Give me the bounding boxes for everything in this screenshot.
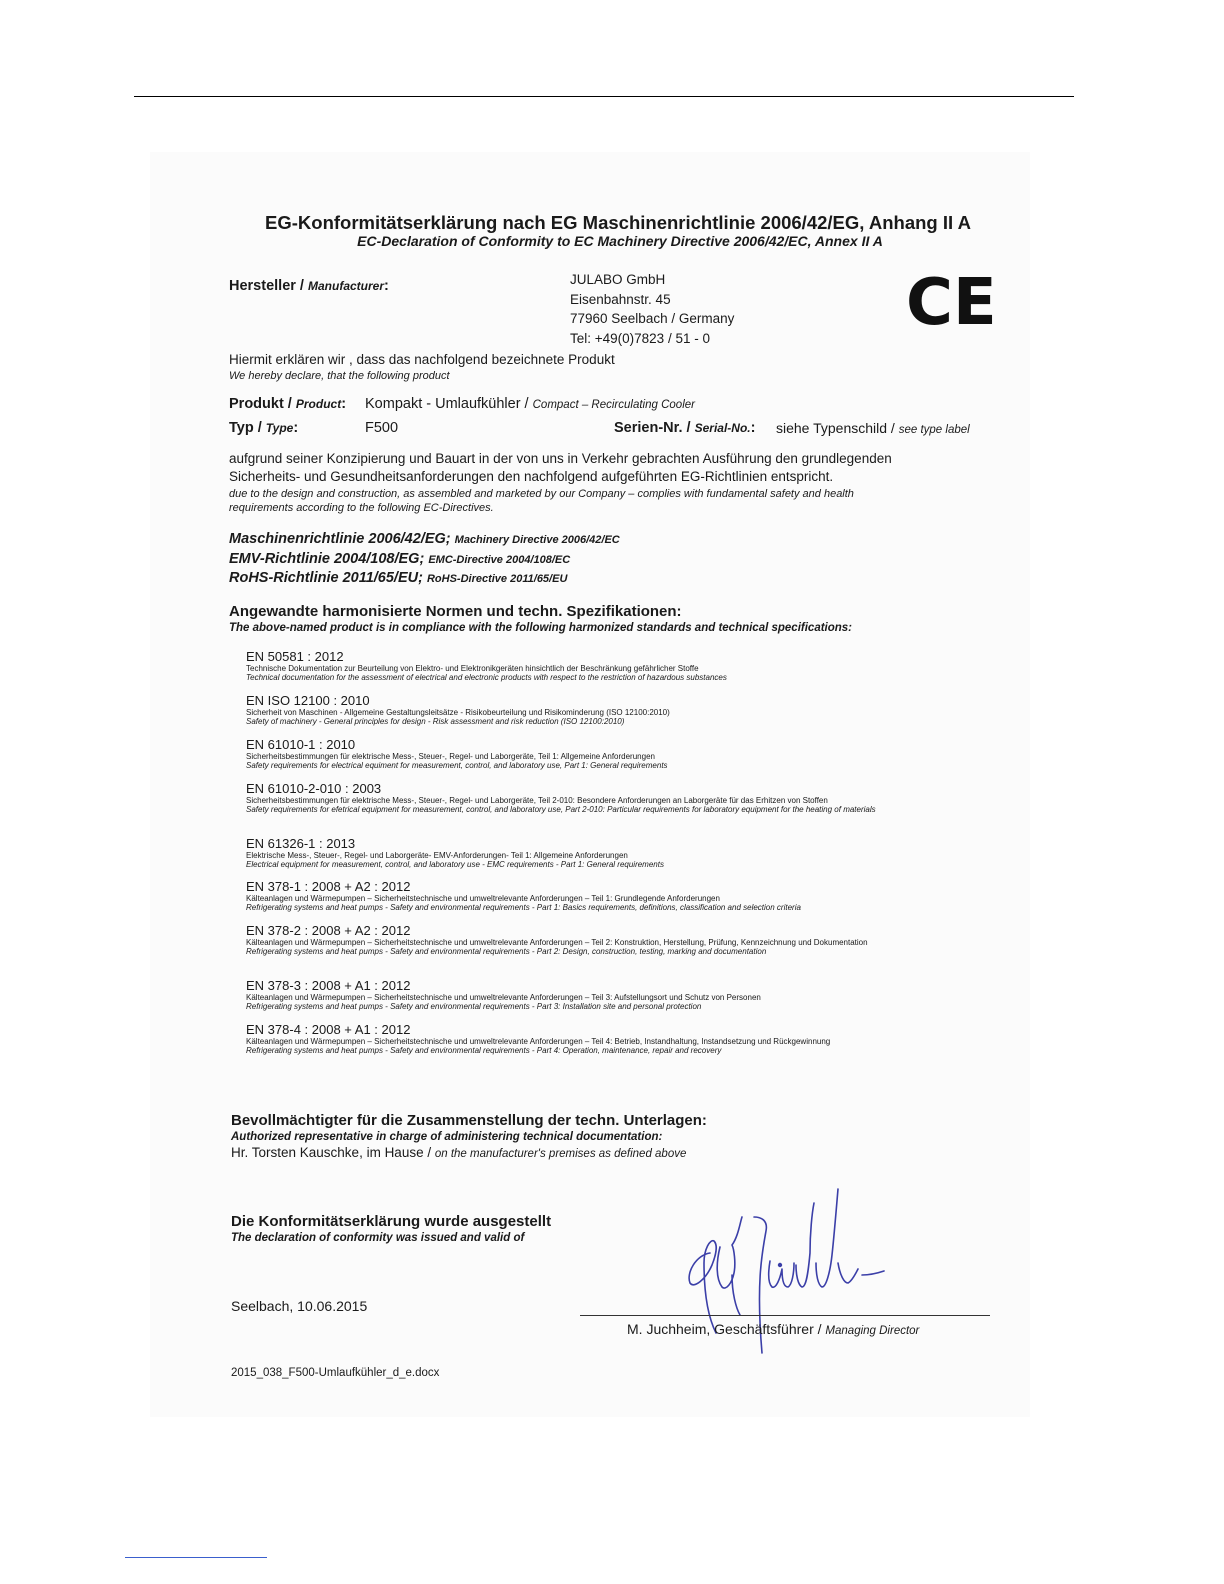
manufacturer-label-de: Hersteller /	[229, 278, 304, 294]
standards-heading-de: Angewandte harmonisierte Normen und techn. Spezifikationen:	[229, 603, 682, 620]
type-label	[229, 420, 298, 436]
directives-list	[229, 530, 620, 589]
directive-item: RoHS-Richtlinie 2011/65/EU; RoHS-Directive 2011/65/EU	[229, 570, 568, 586]
directive-item: Maschinenrichtlinie 2006/42/EG; Machinery Directive 2006/42/EC	[229, 531, 620, 547]
product-label	[229, 396, 346, 412]
directive-item: EMV-Richtlinie 2004/108/EG; EMC-Directive 2004/108/EC	[229, 550, 571, 567]
standard-item: EN 61326-1 : 2013 Elektrische Mess-, Steuer-, Regel- und Laborgeräte- EMV-Anforderungen- Teil 1: Allgemeine Anforderungen Electrical equipment for measurement, control, and laboratory use - EMC requirements - Part 1: General requirements	[246, 836, 664, 869]
standard-item: EN 378-1 : 2008 + A2 : 2012 Kälteanlagen und Wärmepumpen – Sicherheitstechnische und umweltrelevante Anforderungen – Teil 1: Grundlegende Anforderungen Refrigerating systems and heat pumps - Safety and environmental requirements - Part 1: Basics requirements, definitions, classification and selection criteria	[246, 879, 801, 912]
svg-text:CE: CE	[906, 266, 997, 340]
declare-de: Hiermit erklären wir , dass das nachfolgend bezeichnete Produkt	[229, 352, 615, 367]
standards-heading-en: The above-named product is in compliance with the following harmonized standards and technical specifications:	[229, 622, 853, 634]
representative-name-en: on the manufacturer's premises as defined above	[434, 1148, 687, 1160]
title-en: EC-Declaration of Conformity to EC Machinery Directive 2006/42/EC, Annex II A	[357, 233, 883, 249]
header-rule	[134, 96, 1074, 97]
manufacturer-address	[570, 270, 734, 348]
conform-en-line1: due to the design and construction, as assembled and marketed by our Company – complies with fundamental safety and health	[229, 488, 854, 500]
type-label-en: Type	[265, 421, 294, 435]
issued-heading-de: Die Konformitätserklärung wurde ausgestellt	[231, 1213, 552, 1230]
serial-value-de: siehe Typenschild /	[776, 420, 895, 436]
product-label-de: Produkt /	[229, 396, 292, 412]
product-label-colon: :	[341, 396, 347, 412]
declare-en: We hereby declare, that the following product	[229, 370, 450, 382]
place-date: Seelbach, 10.06.2015	[231, 1298, 368, 1314]
serial-label-en: Serial-No.	[694, 421, 751, 435]
ce-mark-icon	[906, 266, 997, 340]
serial-label-colon: :	[750, 420, 756, 436]
standard-item: EN 61010-2-010 : 2003 Sicherheitsbestimmungen für elektrische Mess-, Steuer-, Regel- und Laborgeräte, Teil 2-010: Besondere Anforderungen an Laborgeräte für das Erhitzen von Stoffen Safety requirements for efetrical equipment for measurement, control, and laboratory use, Part 2-010: Particular requirements for laboratory equipment for the heating of materials	[246, 781, 876, 814]
representative-heading-de: Bevollmächtigter für die Zusammenstellung der techn. Unterlagen:	[231, 1112, 707, 1129]
manufacturer-label	[229, 278, 389, 294]
serial-value-en: see type label	[898, 424, 970, 436]
issued-heading-en: The declaration of conformity was issued and valid of	[231, 1232, 525, 1244]
standard-item: EN ISO 12100 : 2010 Sicherheit von Maschinen - Allgemeine Gestaltungsleitsätze - Risikobeurteilung und Risikominderung (ISO 12100:2010) Safety of machinery - General principles for design - Risk assessment and risk reduction (ISO 12100:2010)	[246, 693, 670, 726]
representative-name-de: Hr. Torsten Kauschke, im Hause /	[231, 1145, 432, 1160]
serial-label-de: Serien-Nr. /	[614, 420, 691, 436]
standard-item: EN 50581 : 2012 Technische Dokumentation zur Beurteilung von Elektro- und Elektronikgeräten hinsichtlich der Beschränkung gefährlicher Stoffe Technical documentation for the assessment of electrical and electronic products with respect to the restriction of hazardous substances	[246, 649, 727, 682]
product-value	[365, 396, 695, 412]
manufacturer-label-colon: :	[384, 278, 389, 294]
manufacturer-street: Eisenbahnstr. 45	[570, 291, 671, 307]
filename: 2015_038_F500-Umlaufkühler_d_e.docx	[231, 1367, 440, 1379]
standard-item: EN 378-2 : 2008 + A2 : 2012 Kälteanlagen und Wärmepumpen – Sicherheitstechnische und umweltrelevante Anforderungen – Teil 2: Konstruktion, Herstellung, Prüfung, Kennzeichnung und Dokumentation Refrigerating systems and heat pumps - Safety and environmental requirements - Part 2: Design, construction, testing, marking and documentation	[246, 923, 868, 956]
serial-value	[776, 420, 970, 436]
signature-line	[580, 1315, 990, 1316]
signatory	[627, 1321, 919, 1337]
manufacturer-city: 77960 Seelbach / Germany	[570, 311, 735, 326]
title-de: EG-Konformitätserklärung nach EG Maschinenrichtlinie 2006/42/EG, Anhang II A	[265, 212, 971, 233]
representative-name	[231, 1145, 686, 1160]
standard-item: EN 378-3 : 2008 + A1 : 2012 Kälteanlagen und Wärmepumpen – Sicherheitstechnische und umweltrelevante Anforderungen – Teil 3: Aufstellungsort und Schutz von Personen Refrigerating systems and heat pumps - Safety and environmental requirements - Part 3: Installation site and personal protection	[246, 978, 761, 1011]
conform-de-line2: Sicherheits- und Gesundheitsanforderungen den nachfolgend aufgeführten EG-Richtlinien entspricht.	[229, 469, 834, 484]
type-value: F500	[365, 420, 399, 436]
conform-de-line1: aufgrund seiner Konzipierung und Bauart in der von uns in Verkehr gebrachten Ausführung den grundlegenden	[229, 451, 892, 466]
conform-en-line2: requirements according to the following EC-Directives.	[229, 502, 494, 514]
representative-heading-en: Authorized representative in charge of administering technical documentation:	[231, 1131, 663, 1143]
product-value-en: Compact – Recirculating Cooler	[532, 399, 695, 411]
signatory-title: Managing Director	[825, 1325, 920, 1337]
type-label-de: Typ /	[229, 420, 262, 436]
footnote-rule	[125, 1557, 267, 1558]
standard-item: EN 378-4 : 2008 + A1 : 2012 Kälteanlagen und Wärmepumpen – Sicherheitstechnische und umweltrelevante Anforderungen – Teil 4: Betrieb, Instandhaltung, Instandsetzung und Rückgewinnung Refrigerating systems and heat pumps - Safety and environmental requirements - Part 4: Operation, maintenance, repair and recovery	[246, 1022, 831, 1055]
manufacturer-name: JULABO GmbH	[570, 272, 666, 287]
standard-item: EN 61010-1 : 2010 Sicherheitsbestimmungen für elektrische Mess-, Steuer-, Regel- und Laborgeräte, Teil 1: Allgemeine Anforderungen Safety requirements for electrical equiment for measurement, control, and laboratory use, Part 1: General requirements	[246, 737, 668, 770]
type-label-colon: :	[293, 420, 299, 436]
manufacturer-label-en: Manufacturer	[308, 279, 385, 293]
serial-label	[614, 420, 755, 436]
product-value-de: Kompakt - Umlaufkühler /	[365, 396, 529, 412]
manufacturer-tel: Tel: +49(0)7823 / 51 - 0	[570, 330, 710, 346]
product-label-en: Product	[295, 397, 342, 411]
signatory-name: M. Juchheim, Geschäftsführer /	[627, 1321, 822, 1337]
